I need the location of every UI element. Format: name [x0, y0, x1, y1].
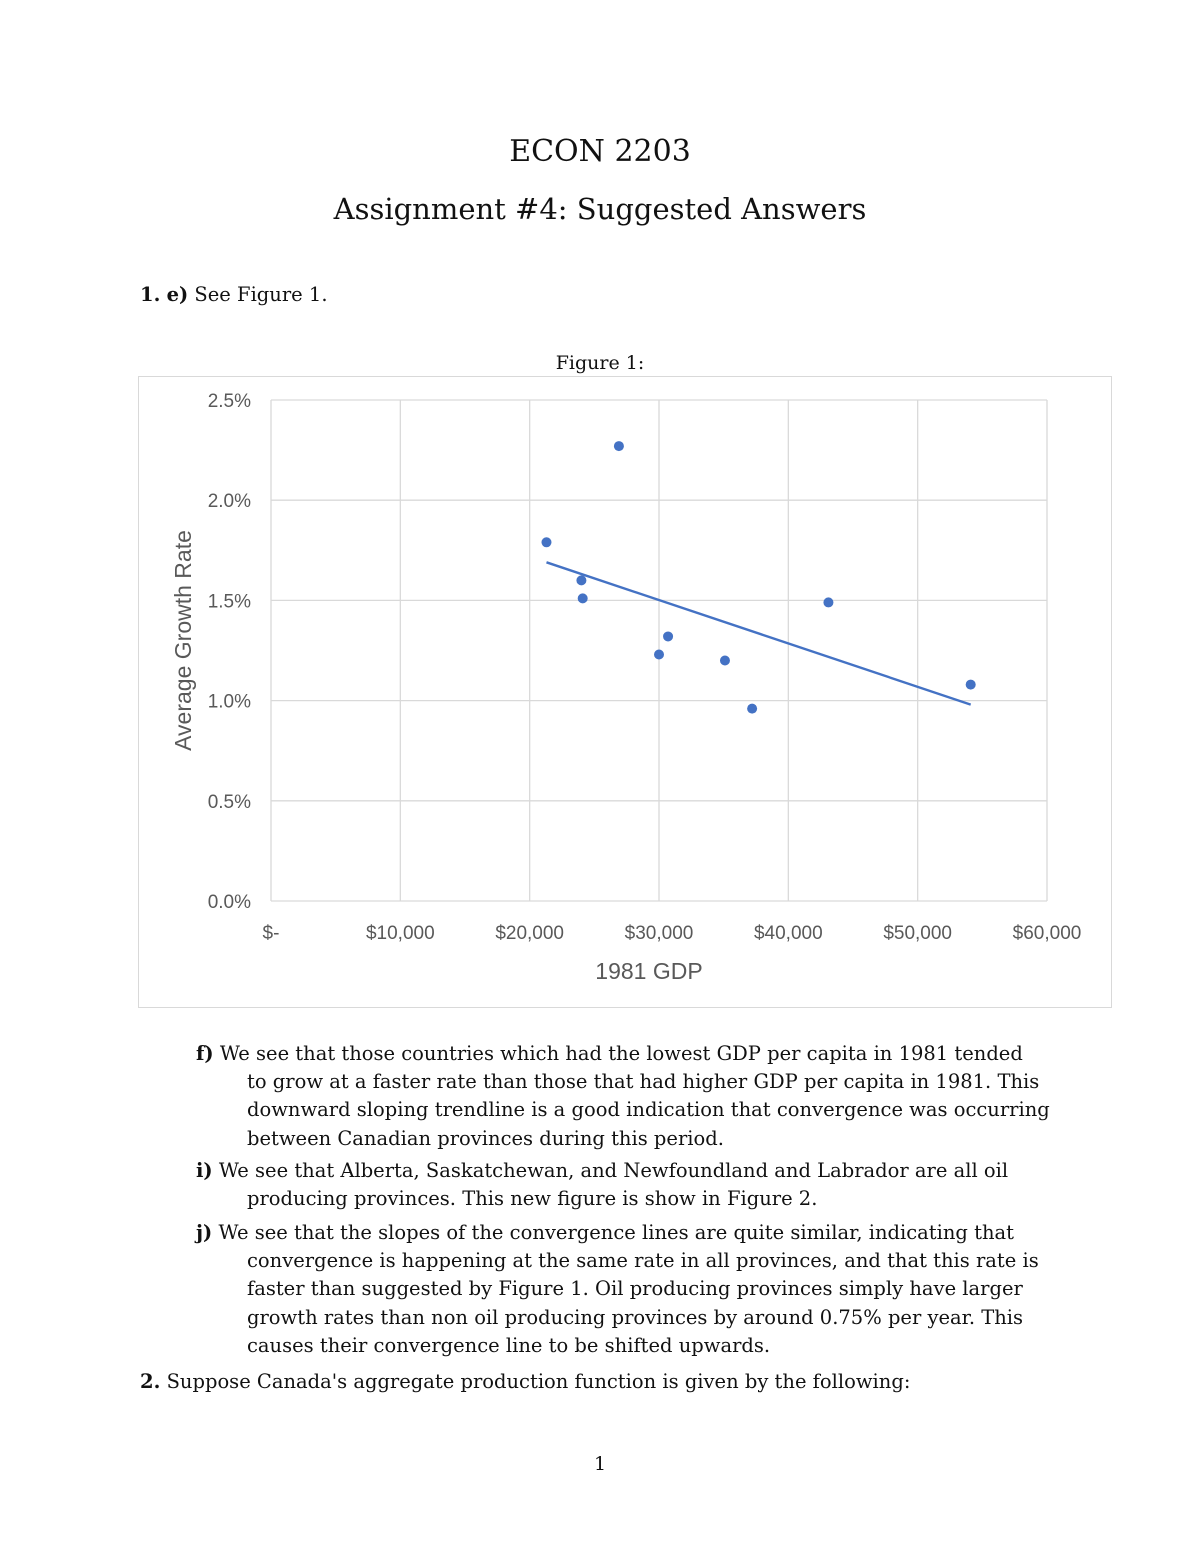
answer-f-line-1: We see that those countries which had the lowest GDP per capita in 1981 tended — [219, 1042, 1023, 1065]
answer-f — [196, 1040, 1066, 1153]
course-title: ECON 2203 — [509, 134, 691, 169]
data-point — [541, 537, 551, 547]
data-point — [823, 597, 833, 607]
answer-j-line-1: We see that the slopes of the convergence lines are quite similar, indicating that — [218, 1221, 1014, 1244]
answer-j-line-4: growth rates than non oil producing provinces by around 0.75% per year. This — [247, 1305, 1024, 1329]
data-point — [654, 650, 664, 660]
answer-j-line-5: causes their convergence line to be shifted upwards. — [247, 1333, 771, 1357]
y-tick-label: 2.5% — [207, 391, 251, 412]
answer-i-line-1: We see that Alberta, Saskatchewan, and Newfoundland and Labrador are all oil — [218, 1159, 1009, 1182]
part-label: e) — [166, 283, 189, 306]
x-axis-title: 1981 GDP — [595, 958, 703, 984]
page-number: 1 — [593, 1453, 607, 1475]
x-tick-label: $- — [262, 923, 280, 944]
answer-j-line-3: faster than suggested by Figure 1. Oil producing provinces simply have larger — [247, 1277, 1023, 1301]
question-1-part-e — [140, 283, 328, 306]
answer-j-line-2: convergence is happening at the same rate in all provinces, and that this rate is — [247, 1249, 1039, 1273]
answer-i — [196, 1157, 1066, 1213]
x-tick-label: $60,000 — [1012, 923, 1082, 944]
question-2 — [140, 1370, 910, 1393]
data-point — [576, 575, 586, 585]
trendline — [546, 562, 970, 704]
x-tick-label: $50,000 — [883, 923, 953, 944]
y-tick-label: 2.0% — [207, 491, 251, 513]
scatter-chart — [139, 377, 1111, 1007]
part-e-text: See Figure 1. — [194, 283, 328, 306]
x-tick-label: $10,000 — [365, 923, 435, 944]
answer-j — [196, 1219, 1066, 1360]
question-number: 2. — [140, 1370, 161, 1393]
chart-frame — [138, 376, 1112, 1008]
data-point — [663, 631, 673, 641]
answer-f-line-2: to grow at a faster rate than those that had higher GDP per capita in 1981. This — [247, 1070, 1040, 1094]
assignment-subtitle: Assignment #4: Suggested Answers — [333, 192, 867, 226]
answer-f-line-4: between Canadian provinces during this period. — [247, 1126, 724, 1150]
y-tick-label: 1.0% — [207, 691, 251, 713]
answer-label: i) — [196, 1159, 213, 1182]
answer-i-line-2: producing provinces. This new figure is show in Figure 2. — [247, 1187, 818, 1211]
data-point — [720, 656, 730, 666]
answer-f-line-3: downward sloping trendline is a good indication that convergence was occurring — [247, 1098, 1050, 1122]
x-tick-label: $20,000 — [495, 923, 565, 944]
data-point — [747, 704, 757, 714]
question-number: 1. — [140, 283, 161, 306]
data-point — [578, 593, 588, 603]
y-tick-label: 0.0% — [207, 892, 251, 913]
question-2-text: Suppose Canada's aggregate production function is given by the following: — [166, 1370, 911, 1393]
figure-caption: Figure 1: — [555, 352, 645, 374]
answer-label: j) — [196, 1221, 213, 1244]
data-point — [614, 441, 624, 451]
y-tick-label: 1.5% — [207, 591, 251, 613]
x-tick-label: $40,000 — [753, 923, 823, 944]
y-tick-label: 0.5% — [207, 791, 251, 813]
y-axis-title: Average Growth Rate — [170, 530, 196, 751]
x-tick-label: $30,000 — [624, 923, 694, 944]
answer-label: f) — [196, 1042, 214, 1065]
data-point — [966, 680, 976, 690]
